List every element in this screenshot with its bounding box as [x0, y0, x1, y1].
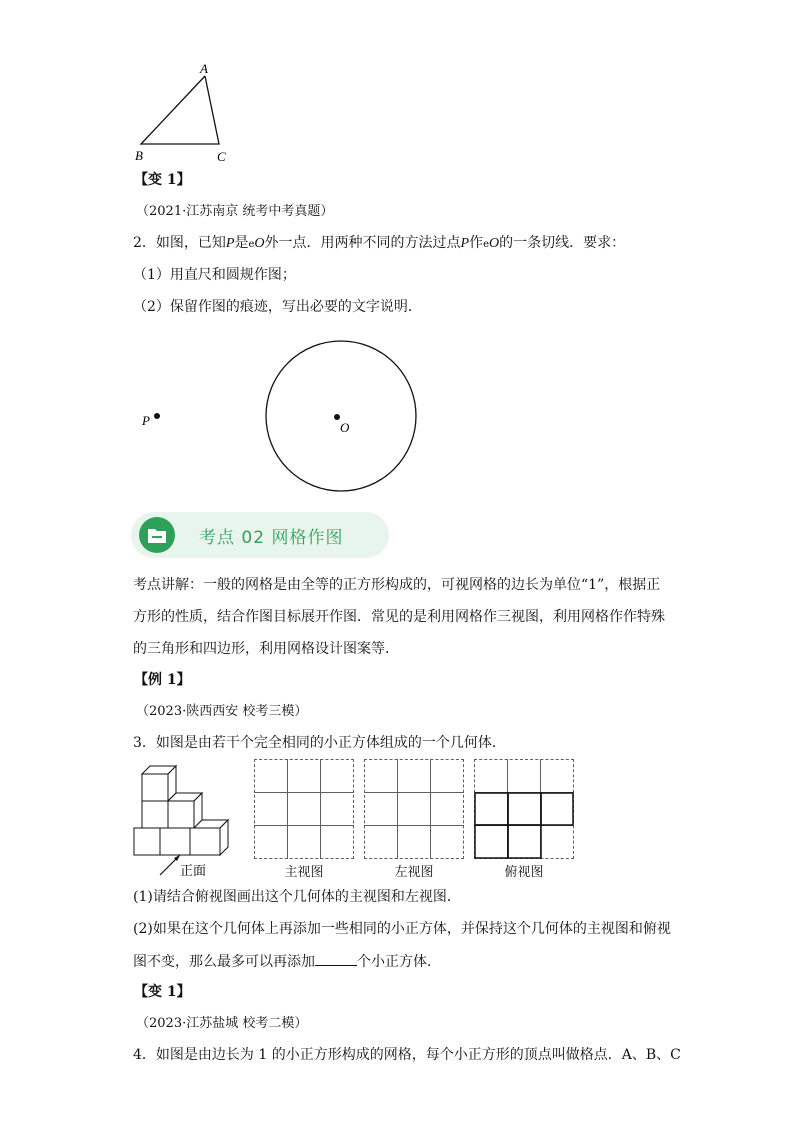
q2-point-p-2: P — [460, 236, 470, 251]
q3-tag: 【例 1】 — [134, 672, 191, 688]
circle-figure — [130, 335, 430, 500]
q3-part-2-line-1: (2)如果在这个几何体上再添加一些相同的小正方体，并保持这个几何体的主视图和俯视 — [133, 921, 671, 937]
q3-source: （2023·陕西西安 校考三模） — [136, 704, 308, 719]
section-explain-1: 考点讲解：一般的网格是由全等的正方形构成的，可视网格的边长为单位“1”，根据正 — [133, 577, 661, 593]
q3-part-2-text-b: 个小正方体． — [357, 954, 441, 970]
folder-icon — [139, 517, 175, 553]
section-banner — [131, 512, 389, 558]
q2-stem-mid: 外一点．用两种不同的方法过点 — [264, 235, 461, 251]
q2-stem-zuo: 作 — [469, 235, 484, 251]
top-view-shape — [474, 759, 574, 859]
q2-point-p: P — [225, 236, 235, 251]
section-explain-3: 的三角形和四边形，利用网格设计图案等． — [133, 641, 399, 657]
q3-part-2-text-a: 图不变，那么最多可以再添加 — [133, 954, 315, 970]
vertex-label-a: A — [200, 61, 208, 76]
q2-stem — [133, 233, 625, 255]
q4-source: （2023·江苏盐城 校考二模） — [136, 1016, 308, 1031]
q4-stem: 4．如图是由边长为 1 的小正方形构成的网格，每个小正方形的顶点叫做格点．A、B、C — [133, 1047, 681, 1063]
q2-point-o: O — [254, 236, 265, 251]
q2-point-o-2: O — [489, 236, 500, 251]
section-explain-2: 方形的性质，结合作图目标展开作图．常见的是利用网格作三视图，利用网格作作特殊 — [133, 609, 665, 625]
q2-tag: 【变 1】 — [134, 172, 191, 188]
front-view-grid — [254, 759, 354, 859]
label-p: P — [142, 413, 150, 428]
q2-requirement-1: （1）用直尺和圆规作图； — [133, 267, 296, 283]
q2-stem-is: 是 — [234, 235, 249, 251]
section-title: 考点 02 网格作图 — [199, 528, 344, 548]
q2-stem-prefix: 2．如图，已知 — [133, 235, 226, 251]
q3-part-1: (1)请结合俯视图画出这个几何体的主视图和左视图． — [133, 889, 461, 905]
cube-stack-figure — [130, 760, 240, 880]
left-view-grid — [364, 759, 464, 859]
caption-top-view: 俯视图 — [504, 865, 544, 880]
triangle-figure — [125, 58, 245, 168]
q2-requirement-2: （2）保留作图的痕迹，写出必要的文字说明． — [133, 299, 422, 315]
q4-tag: 【变 1】 — [134, 984, 191, 1000]
circle-o — [266, 341, 416, 491]
caption-front-view: 主视图 — [284, 865, 324, 880]
q3-stem: 3．如图是由若干个完全相同的小正方体组成的一个几何体． — [133, 735, 506, 751]
q2-stem-tail: 的一条切线．要求： — [499, 235, 626, 251]
point-p-dot — [154, 413, 160, 419]
q2-source: （2021·江苏南京 统考中考真题） — [136, 204, 334, 219]
label-o: O — [340, 420, 350, 435]
q3-part-2-line-2 — [133, 951, 441, 972]
circle-symbol-2: e — [483, 239, 490, 250]
circle-symbol: e — [248, 239, 255, 250]
answer-blank[interactable] — [315, 951, 357, 966]
vertex-label-b: B — [135, 148, 143, 163]
front-label: 正面 — [180, 864, 207, 879]
caption-left-view: 左视图 — [394, 865, 434, 880]
vertex-label-c: C — [217, 149, 226, 164]
